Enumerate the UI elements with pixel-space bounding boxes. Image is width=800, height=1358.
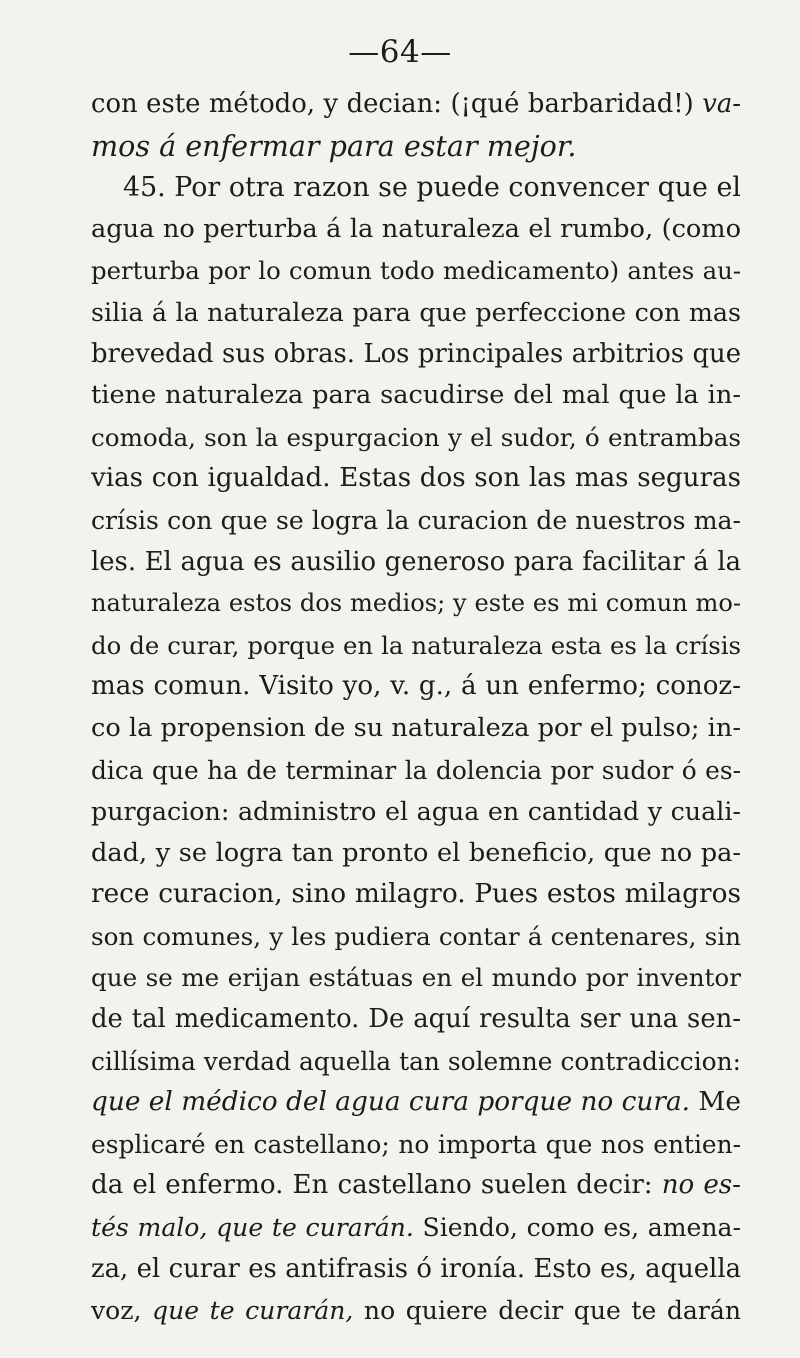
- text-line: tés malo, que te curarán. Siendo, como es, amena-: [91, 1213, 741, 1243]
- text-line: dica que ha de terminar la dolencia por sudor ó es-: [91, 755, 741, 785]
- text-line: que se me erijan estátuas en el mundo por inventor: [91, 963, 741, 993]
- text-line: da el enfermo. En castellano suelen decir: no es-: [91, 1170, 741, 1201]
- text-line: silia á la naturaleza para que perfeccione con mas: [91, 296, 741, 327]
- text-line: purgacion: administro el agua en cantidad y cuali-: [91, 796, 741, 827]
- paragraph-start-line: 45. Por otra razon se puede convencer que el: [123, 172, 741, 204]
- text-line: perturba por lo comun todo medicamento) antes au-: [91, 256, 741, 286]
- text-line: que el médico del agua cura porque no cura. Me: [91, 1087, 741, 1118]
- text-line: esplicaré en castellano; no importa que nos entien-: [91, 1129, 741, 1159]
- text-line: comoda, son la espurgacion y el sudor, ó entrambas: [91, 422, 741, 452]
- body-text: [91, 84, 741, 1332]
- text-line: mos á enfermar para estar mejor.: [91, 128, 577, 163]
- text-line: agua no perturba á la naturaleza el rumbo, (como: [91, 213, 741, 244]
- text-line: les. El agua es ausilio generoso para facilitar á la: [91, 546, 741, 577]
- text-line: brevedad sus obras. Los principales arbitrios que: [91, 338, 741, 369]
- text-line: vias con igualdad. Estas dos son las mas seguras: [91, 463, 741, 494]
- text-line: cillísima verdad aquella tan solemne contradiccion:: [91, 1046, 741, 1076]
- text-line: dad, y se logra tan pronto el beneficio, que no pa-: [91, 837, 741, 868]
- text-line: do de curar, porque en la naturaleza esta es la crísis: [91, 630, 741, 660]
- page-number: —64—: [348, 34, 452, 70]
- text-line: za, el curar es antifrasis ó ironía. Esto es, aquella: [91, 1253, 741, 1284]
- text-line: crísis con que se logra la curacion de nuestros ma-: [91, 505, 741, 535]
- text-line: mas comun. Visito yo, v. g., á un enfermo; conoz-: [91, 671, 741, 702]
- text-line: naturaleza estos dos medios; y este es mi comun mo-: [91, 589, 741, 618]
- text-line: rece curacion, sino milagro. Pues estos milagros: [91, 879, 741, 910]
- text-line: de tal medicamento. De aquí resulta ser una sen-: [91, 1004, 741, 1035]
- text-line: tiene naturaleza para sacudirse del mal que la in-: [91, 380, 741, 411]
- text-line: voz, que te curarán, no quiere decir que te darán: [91, 1296, 741, 1326]
- text-line: con este método, y decian: (¡qué barbaridad!) va-: [91, 89, 741, 119]
- text-line: son comunes, y les pudiera contar á centenares, sin: [91, 921, 741, 951]
- text-line: co la propension de su naturaleza por el pulso; in-: [91, 712, 741, 743]
